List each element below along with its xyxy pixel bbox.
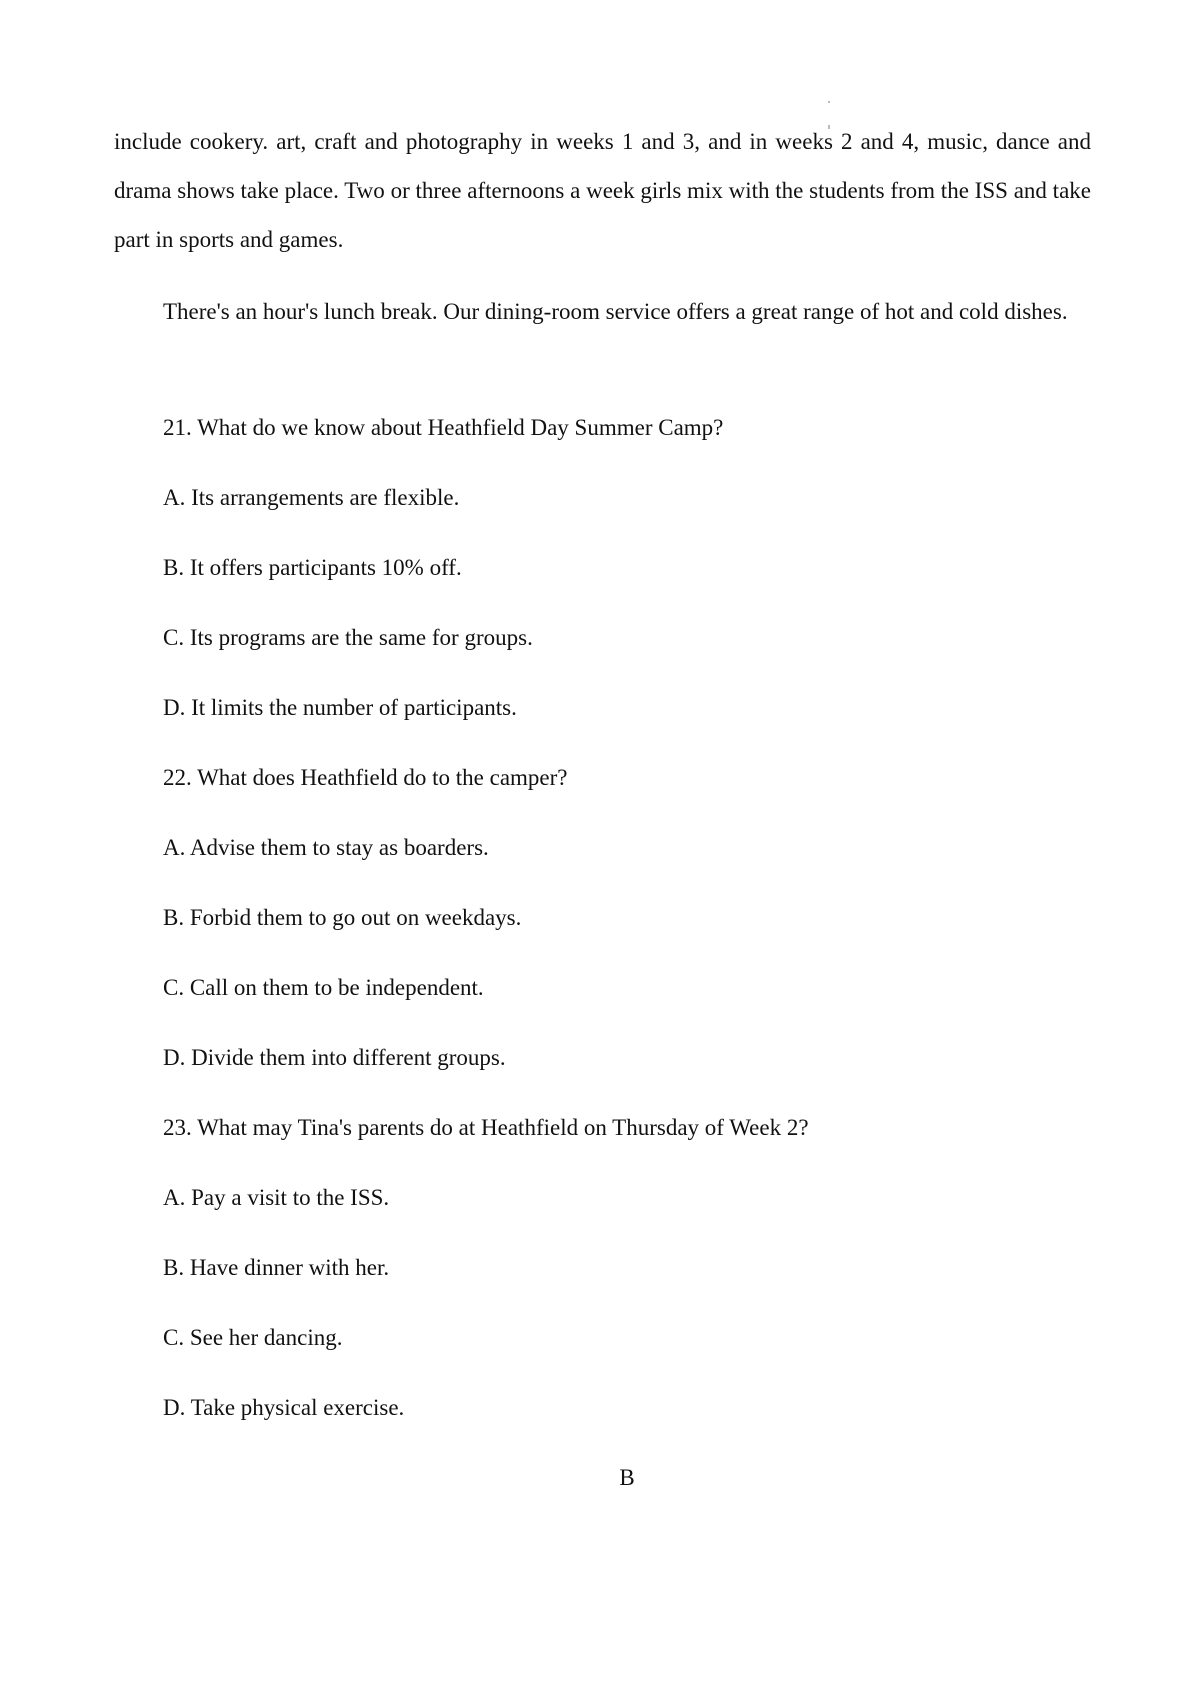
answer-option: D. Take physical exercise. [163,1395,405,1420]
question-stem: 21. What do we know about Heathfield Day Summer Camp? [163,415,724,440]
passage-paragraph: include cookery. art, craft and photography in weeks 1 and 3, and in weeks 2 and 4, music, dance and drama shows take place. Two or three afternoons a week girls mix with the students from the ISS and take part in sports and games. [114,129,1091,252]
passage-paragraph: There's an hour's lunch break. Our dining-room service offers a great range of hot and cold dishes. [163,299,1068,324]
scan-speck [828,101,830,103]
question-stem: 22. What does Heathfield do to the camper? [163,765,568,790]
answer-option: C. Its programs are the same for groups. [163,625,533,650]
answer-option: D. It limits the number of participants. [163,695,517,720]
answer-option: C. Call on them to be independent. [163,975,484,1000]
answer-option: B. Have dinner with her. [163,1255,390,1280]
answer-option: A. Advise them to stay as boarders. [163,835,489,860]
answer-option: B. Forbid them to go out on weekdays. [163,905,522,930]
question-stem: 23. What may Tina's parents do at Heathfield on Thursday of Week 2? [163,1115,809,1140]
answer-option: C. See her dancing. [163,1325,343,1350]
answer-option: D. Divide them into different groups. [163,1045,506,1070]
answer-option: A. Its arrangements are flexible. [163,485,460,510]
section-heading: B [619,1465,635,1490]
answer-option: B. It offers participants 10% off. [163,555,462,580]
answer-option: A. Pay a visit to the ISS. [163,1185,390,1210]
